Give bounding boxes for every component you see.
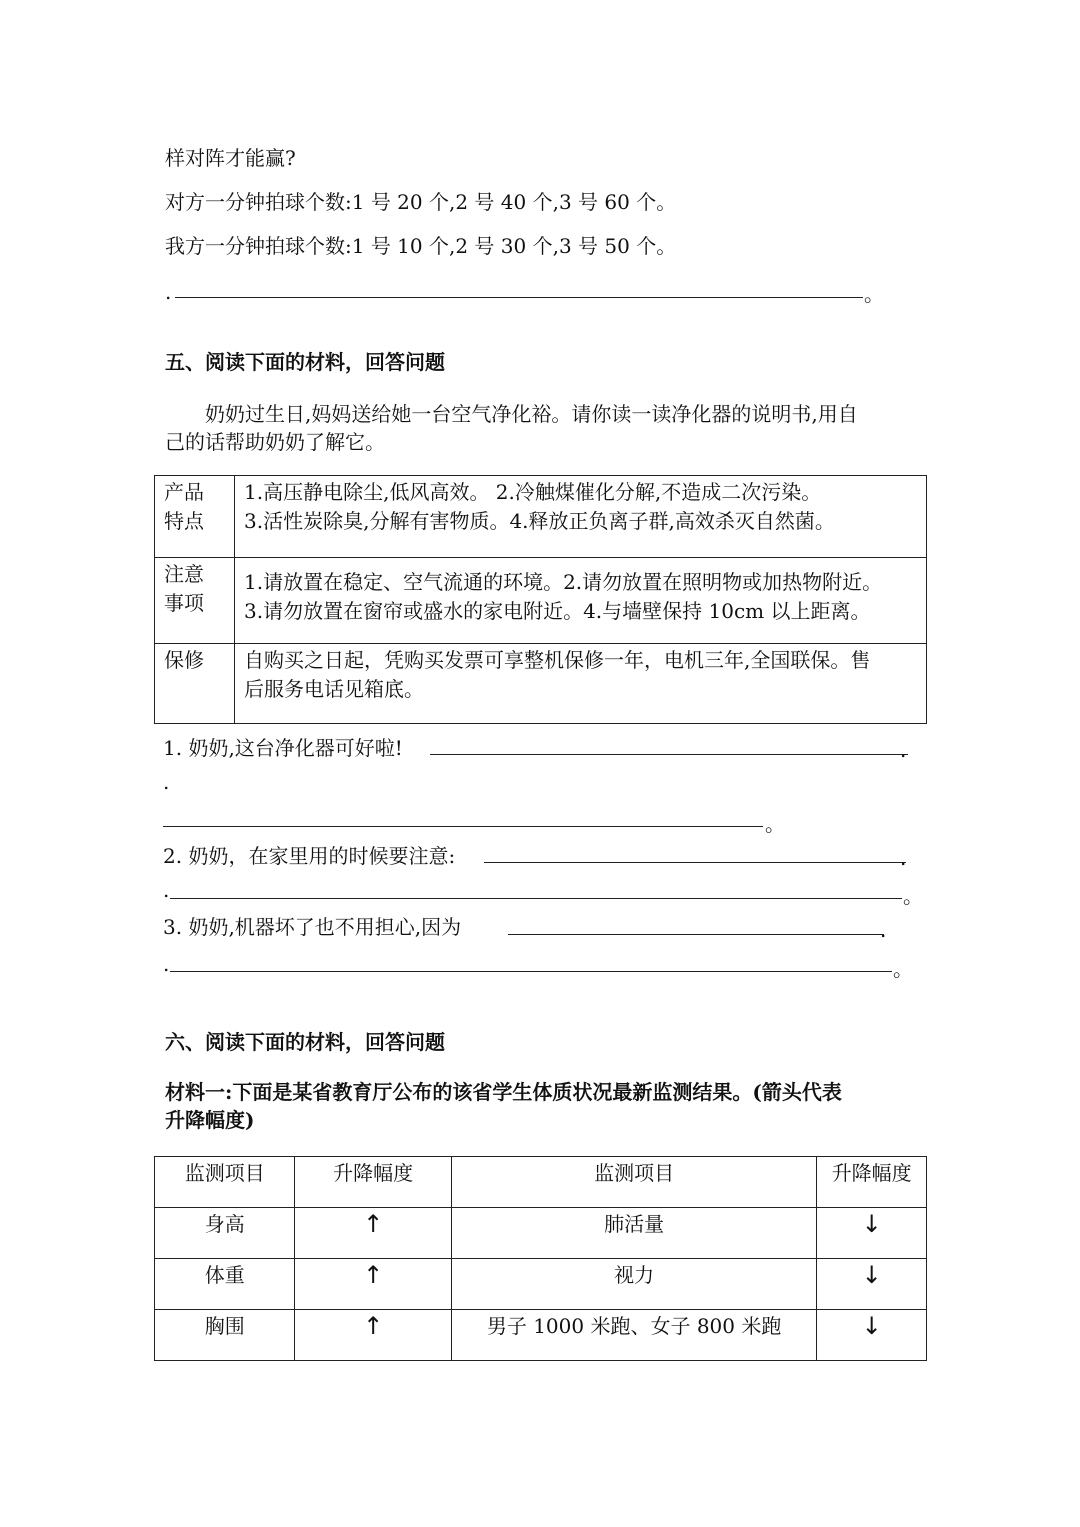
table-row bbox=[155, 476, 927, 558]
answer-dot: . bbox=[165, 280, 172, 304]
answer-end-mark: 。 bbox=[893, 957, 913, 981]
row-label: 保修 bbox=[155, 644, 235, 724]
answer-blank-line[interactable] bbox=[508, 934, 884, 935]
up-arrow-icon: ↑ bbox=[295, 1208, 451, 1259]
material-line-2: 升降幅度) bbox=[165, 1108, 255, 1132]
intro-line-2: 己的话帮助奶奶了解它。 bbox=[165, 430, 385, 454]
line-mark: . bbox=[163, 770, 170, 794]
table-row bbox=[155, 1310, 927, 1361]
answer-blank-line[interactable] bbox=[163, 826, 763, 827]
question-2: 2. 奶奶，在家里用的时候要注意: bbox=[163, 844, 456, 868]
material-line-1: 材料一:下面是某省教育厅公布的该省学生体质状况最新监测结果。(箭头代表 bbox=[165, 1080, 842, 1104]
down-arrow-icon: ↓ bbox=[817, 1310, 927, 1361]
answer-blank-line[interactable] bbox=[170, 898, 902, 899]
down-arrow-icon: ↓ bbox=[817, 1259, 927, 1310]
item-cell: 身高 bbox=[155, 1208, 295, 1259]
table-row bbox=[155, 1259, 927, 1310]
intro-line-1: 奶奶过生日,妈妈送给她一台空气净化裕。请你读一读净化器的说明书,用自 bbox=[205, 402, 858, 426]
our-data: 我方一分钟拍球个数:1 号 10 个,2 号 30 个,3 号 50 个。 bbox=[165, 234, 677, 258]
answer-blank-line[interactable] bbox=[484, 862, 906, 863]
section-six-heading: 六、阅读下面的材料，回答问题 bbox=[165, 1030, 445, 1054]
answer-end-mark: 。 bbox=[903, 884, 923, 908]
table-row bbox=[155, 644, 927, 724]
question-3: 3. 奶奶,机器坏了也不用担心,因为 bbox=[163, 915, 462, 939]
row-label: 产品 特点 bbox=[155, 476, 235, 558]
table-row bbox=[155, 558, 927, 644]
answer-blank-line[interactable] bbox=[175, 297, 863, 298]
manual-table bbox=[154, 475, 927, 724]
row-content: 自购买之日起，凭购买发票可享整机保修一年，电机三年,全国联保。售 后服务电话见箱底。 bbox=[235, 644, 927, 724]
answer-blank-line[interactable] bbox=[170, 971, 892, 972]
answer-end-mark: . bbox=[900, 738, 907, 762]
question-text: 样对阵才能赢? bbox=[165, 146, 296, 170]
item-cell: 男子 1000 米跑、女子 800 米跑 bbox=[451, 1310, 817, 1361]
table-row bbox=[155, 1208, 927, 1259]
row-content: 1.请放置在稳定、空气流通的环境。2.请勿放置在照明物或加热物附近。 3.请勿放置在窗帘或盛水的家电附近。4.与墙壁保持 10cm 以上距离。 bbox=[235, 558, 927, 644]
column-header: 监测项目 bbox=[451, 1157, 817, 1208]
row-label: 注意 事项 bbox=[155, 558, 235, 644]
item-cell: 视力 bbox=[451, 1259, 817, 1310]
answer-end-mark: 。 bbox=[765, 812, 785, 836]
up-arrow-icon: ↑ bbox=[295, 1310, 451, 1361]
question-1: 1. 奶奶,这台净化器可好啦! bbox=[163, 736, 403, 760]
line-mark: . bbox=[163, 878, 170, 902]
answer-blank-line[interactable] bbox=[430, 754, 908, 755]
up-arrow-icon: ↑ bbox=[295, 1259, 451, 1310]
answer-end-mark: . bbox=[900, 846, 907, 870]
item-cell: 肺活量 bbox=[451, 1208, 817, 1259]
item-cell: 体重 bbox=[155, 1259, 295, 1310]
row-content: 1.高压静电除尘,低风高效。 2.冷触煤催化分解,不造成二次污染。 3.活性炭除臭,分解有害物质。4.释放正负离子群,高效杀灭自然菌。 bbox=[235, 476, 927, 558]
column-header: 升降幅度 bbox=[295, 1157, 451, 1208]
table-header-row bbox=[155, 1157, 927, 1208]
item-cell: 胸围 bbox=[155, 1310, 295, 1361]
column-header: 升降幅度 bbox=[817, 1157, 927, 1208]
down-arrow-icon: ↓ bbox=[817, 1208, 927, 1259]
line-mark: . bbox=[163, 952, 170, 976]
answer-end-mark: 。 bbox=[864, 282, 884, 306]
column-header: 监测项目 bbox=[155, 1157, 295, 1208]
opponent-data: 对方一分钟拍球个数:1 号 20 个,2 号 40 个,3 号 60 个。 bbox=[165, 190, 677, 214]
fitness-table bbox=[154, 1156, 927, 1361]
answer-end-mark: . bbox=[880, 918, 887, 942]
section-five-heading: 五、阅读下面的材料，回答问题 bbox=[165, 350, 445, 374]
